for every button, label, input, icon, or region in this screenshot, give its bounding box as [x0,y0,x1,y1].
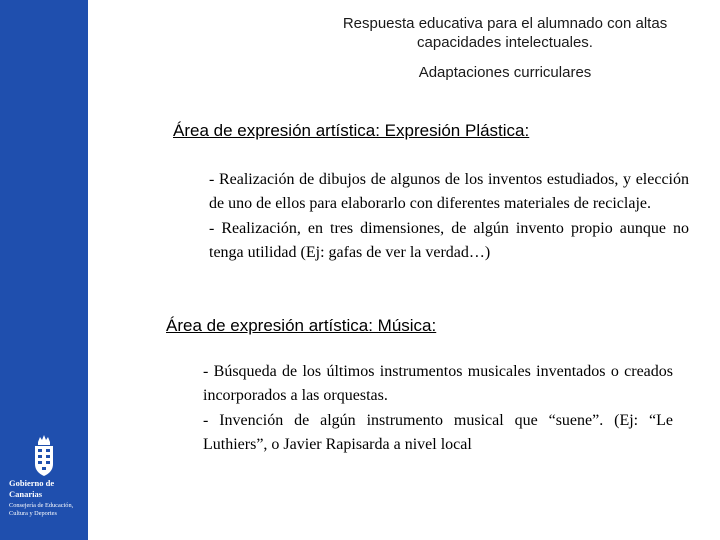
section-list-musica [203,360,673,458]
logo-department: Consejería de Educación, Cultura y Deportes [9,502,74,517]
list-item: - Realización, en tres dimensiones, de algún invento propio aunque no tenga utilidad (Ej: gafas de ver la verdad…) [209,219,689,262]
page-title: Respuesta educativa para el alumnado con altas capacidades intelectuales. [342,15,668,51]
page-subtitle: Adaptaciones curriculares [418,64,592,81]
list-item: - Búsqueda de los últimos instrumentos musicales inventados o creados incorporados a las orquestas. [203,363,673,405]
section-heading-musica: Área de expresión artística: Música: [166,316,437,335]
logo-name: Gobierno de Canarias [9,478,55,499]
list-item: - Realización de dibujos de algunos de los inventos estudiados, y elección de uno de ellos para elaborarlo con diferentes materiales de reciclaje. [209,171,689,213]
section-list-plastica [209,168,689,266]
list-item: - Invención de algún instrumento musical que “suene”. (Ej: “Le Luthiers”, o Javier Rapisarda a nivel local [203,411,673,454]
logo-caption [9,478,85,517]
section-heading-plastica: Área de expresión artística: Expresión Plástica: [173,121,530,140]
sidebar [0,0,88,540]
